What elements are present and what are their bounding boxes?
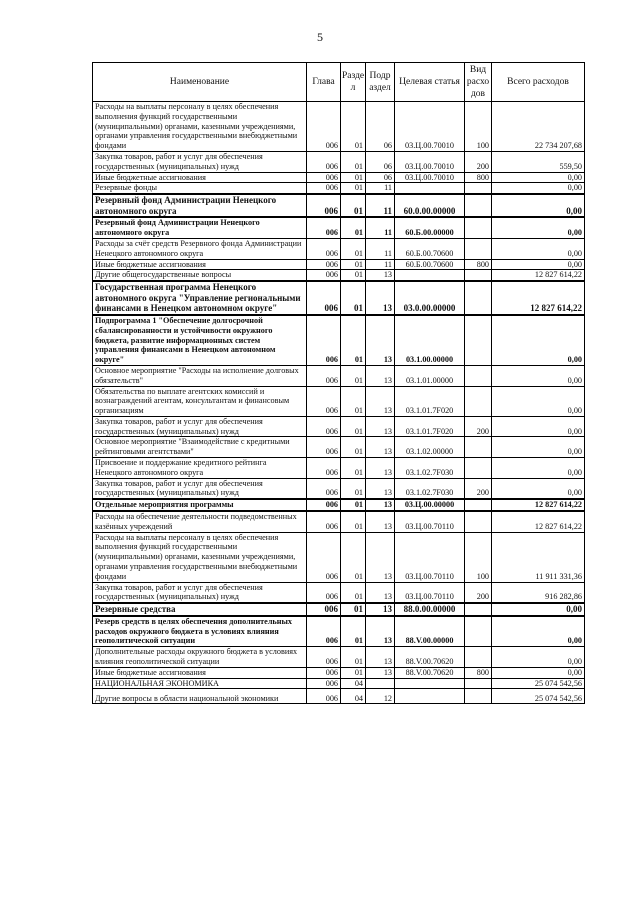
row-type [465, 689, 492, 704]
row-chapter: 006 [307, 416, 341, 437]
row-section: 01 [341, 281, 366, 315]
row-section: 01 [341, 582, 366, 603]
budget-table [92, 62, 585, 704]
row-name: Закупка товаров, работ и услуг для обеспечения государственных (муниципальных) нужд [93, 416, 307, 437]
row-name: Отдельные мероприятия программы [93, 499, 307, 511]
table-row [93, 183, 585, 194]
row-type [465, 437, 492, 458]
col-header-total: Всего расходов [492, 63, 585, 102]
row-chapter: 006 [307, 102, 341, 152]
table-row [93, 689, 585, 704]
row-total: 12 827 614,22 [492, 281, 585, 315]
row-target: 03.Ц.00.70010 [395, 151, 465, 172]
col-header-name: Наименование [93, 63, 307, 102]
row-name: Иные бюджетные ассигнования [93, 259, 307, 270]
row-type [465, 183, 492, 194]
row-target [395, 270, 465, 281]
col-header-section: Разде л [341, 63, 366, 102]
row-target: 60.Б.00.70600 [395, 238, 465, 259]
row-total: 0,00 [492, 386, 585, 416]
row-chapter: 006 [307, 511, 341, 532]
row-subsection: 13 [366, 603, 395, 616]
row-total: 0,00 [492, 238, 585, 259]
row-total: 0,00 [492, 478, 585, 499]
row-type: 200 [465, 151, 492, 172]
row-subsection: 13 [366, 270, 395, 281]
row-subsection: 11 [366, 259, 395, 270]
row-section: 01 [341, 458, 366, 479]
row-type [465, 238, 492, 259]
row-name: Другие общегосударственные вопросы [93, 270, 307, 281]
row-name: Закупка товаров, работ и услуг для обеспечения государственных (муниципальных) нужд [93, 582, 307, 603]
row-type [465, 194, 492, 217]
row-name: Иные бюджетные ассигнования [93, 667, 307, 678]
row-type: 200 [465, 478, 492, 499]
table-row [93, 603, 585, 616]
table-row [93, 151, 585, 172]
row-type: 800 [465, 172, 492, 183]
row-total: 0,00 [492, 647, 585, 668]
row-name: Расходы на обеспечение деятельности подведомственных казённых учреждений [93, 511, 307, 532]
row-type [465, 270, 492, 281]
row-target: 03.Ц.00.00000 [395, 499, 465, 511]
row-type [465, 511, 492, 532]
row-section: 04 [341, 678, 366, 689]
row-target: 60.0.00.00000 [395, 194, 465, 217]
row-total: 11 911 331,36 [492, 532, 585, 582]
row-total: 12 827 614,22 [492, 499, 585, 511]
row-subsection: 13 [366, 499, 395, 511]
row-type [465, 499, 492, 511]
row-chapter: 006 [307, 238, 341, 259]
row-chapter: 006 [307, 151, 341, 172]
row-target: 03.1.02.7F030 [395, 458, 465, 479]
row-type: 800 [465, 667, 492, 678]
row-subsection: 13 [366, 437, 395, 458]
table-row [93, 194, 585, 217]
row-target: 03.1.01.7F020 [395, 386, 465, 416]
row-subsection: 13 [366, 315, 395, 365]
row-subsection: 13 [366, 416, 395, 437]
row-type [465, 315, 492, 365]
table-row [93, 437, 585, 458]
row-section: 01 [341, 603, 366, 616]
row-section: 01 [341, 365, 366, 386]
row-name: Закупка товаров, работ и услуг для обеспечения государственных (муниципальных) нужд [93, 478, 307, 499]
table-header [93, 63, 585, 102]
table-row [93, 678, 585, 689]
row-name: Расходы на выплаты персоналу в целях обеспечения выполнения функций государственными (муниципальными) органами, казенными учреждениями, органами управления государственными внебюджетными фондами [93, 532, 307, 582]
table-row [93, 499, 585, 511]
row-name: Основное мероприятие "Взаимодействие с кредитными рейтинговыми агентствами" [93, 437, 307, 458]
row-target: 03.1.00.00000 [395, 315, 465, 365]
row-subsection: 12 [366, 689, 395, 704]
row-total: 25 074 542,56 [492, 678, 585, 689]
row-total: 0,00 [492, 667, 585, 678]
row-chapter: 006 [307, 259, 341, 270]
row-target: 03.1.01.00000 [395, 365, 465, 386]
row-chapter: 006 [307, 478, 341, 499]
row-chapter: 006 [307, 667, 341, 678]
row-chapter: 006 [307, 499, 341, 511]
table-row [93, 281, 585, 315]
table-row [93, 458, 585, 479]
row-name: Резерв средств в целях обеспечения дополнительных расходов окружного бюджета в условиях влияния геополитической ситуации [93, 616, 307, 647]
row-subsection: 13 [366, 667, 395, 678]
row-total: 0,00 [492, 416, 585, 437]
row-total: 0,00 [492, 603, 585, 616]
row-type [465, 281, 492, 315]
row-target: 03.Ц.00.70110 [395, 511, 465, 532]
row-subsection [366, 678, 395, 689]
row-type [465, 616, 492, 647]
row-target: 03.0.00.00000 [395, 281, 465, 315]
row-chapter: 006 [307, 270, 341, 281]
row-type: 200 [465, 582, 492, 603]
row-name: Расходы за счёт средств Резервного фонда Администрации Ненецкого автономного округа [93, 238, 307, 259]
row-section: 01 [341, 511, 366, 532]
table-row [93, 172, 585, 183]
row-target: 88.V.00.00000 [395, 616, 465, 647]
row-target: 88.V.00.70620 [395, 667, 465, 678]
row-chapter: 006 [307, 458, 341, 479]
row-section: 01 [341, 667, 366, 678]
row-subsection: 11 [366, 194, 395, 217]
page-number: 5 [317, 30, 323, 44]
row-subsection: 13 [366, 582, 395, 603]
row-total: 0,00 [492, 217, 585, 238]
table-row [93, 416, 585, 437]
table-row [93, 365, 585, 386]
row-name: Иные бюджетные ассигнования [93, 172, 307, 183]
row-name: Обязательства по выплате агентских комиссий и вознаграждений агентам, консультантам и финансовым организациям [93, 386, 307, 416]
row-type [465, 678, 492, 689]
row-type [465, 458, 492, 479]
row-name: Закупка товаров, работ и услуг для обеспечения государственных (муниципальных) нужд [93, 151, 307, 172]
row-section: 01 [341, 315, 366, 365]
table-row [93, 532, 585, 582]
table-row [93, 259, 585, 270]
row-target: 03.Ц.00.70110 [395, 532, 465, 582]
col-header-expense-type: Вид расхо дов [465, 63, 492, 102]
row-name: Резервные фонды [93, 183, 307, 194]
row-total: 0,00 [492, 183, 585, 194]
table-row [93, 647, 585, 668]
row-target: 60.Б.00.70600 [395, 259, 465, 270]
table-row [93, 616, 585, 647]
row-section: 01 [341, 478, 366, 499]
row-subsection: 06 [366, 102, 395, 152]
row-target [395, 183, 465, 194]
col-header-chapter: Глава [307, 63, 341, 102]
row-chapter: 006 [307, 281, 341, 315]
row-subsection: 13 [366, 386, 395, 416]
row-section: 04 [341, 689, 366, 704]
row-section: 01 [341, 437, 366, 458]
row-subsection: 11 [366, 238, 395, 259]
row-chapter: 006 [307, 183, 341, 194]
row-section: 01 [341, 270, 366, 281]
table-row [93, 217, 585, 238]
row-chapter: 006 [307, 678, 341, 689]
row-subsection: 11 [366, 217, 395, 238]
row-name: Расходы на выплаты персоналу в целях обеспечения выполнения функций государственными (муниципальными) органами, казенными учреждениями, органами управления государственными внебюджетными фондами [93, 102, 307, 152]
row-type: 200 [465, 416, 492, 437]
row-subsection: 06 [366, 151, 395, 172]
row-chapter: 006 [307, 582, 341, 603]
row-section: 01 [341, 499, 366, 511]
row-type: 100 [465, 102, 492, 152]
row-total: 22 734 207,68 [492, 102, 585, 152]
table-row [93, 582, 585, 603]
row-name: Резервный фонд Администрации Ненецкого автономного округа [93, 194, 307, 217]
row-subsection: 13 [366, 532, 395, 582]
row-target: 03.1.02.00000 [395, 437, 465, 458]
row-section: 01 [341, 102, 366, 152]
row-section: 01 [341, 386, 366, 416]
row-section: 01 [341, 194, 366, 217]
row-section: 01 [341, 616, 366, 647]
row-target: 88.0.00.00000 [395, 603, 465, 616]
row-section: 01 [341, 238, 366, 259]
row-name: Подпрограмма 1 "Обеспечение долгосрочной сбалансированности и устойчивости окружного бюджета, развитие информационных систем управления финансами в Ненецком автономном округе" [93, 315, 307, 365]
row-subsection: 13 [366, 365, 395, 386]
row-target: 03.1.02.7F030 [395, 478, 465, 499]
row-total: 0,00 [492, 259, 585, 270]
row-total: 0,00 [492, 365, 585, 386]
row-target: 03.Ц.00.70010 [395, 172, 465, 183]
row-total: 0,00 [492, 437, 585, 458]
row-section: 01 [341, 151, 366, 172]
row-name: Основное мероприятие "Расходы на исполнение долговых обязательств" [93, 365, 307, 386]
row-subsection: 13 [366, 478, 395, 499]
row-target: 88.V.00.70620 [395, 647, 465, 668]
row-total: 0,00 [492, 194, 585, 217]
row-name: НАЦИОНАЛЬНАЯ ЭКОНОМИКА [93, 678, 307, 689]
row-type: 100 [465, 532, 492, 582]
row-chapter: 006 [307, 689, 341, 704]
row-section: 01 [341, 416, 366, 437]
table-row [93, 386, 585, 416]
row-type [465, 386, 492, 416]
row-target: 03.Ц.00.70010 [395, 102, 465, 152]
row-total: 0,00 [492, 458, 585, 479]
row-total: 12 827 614,22 [492, 511, 585, 532]
row-total: 12 827 614,22 [492, 270, 585, 281]
row-type [465, 217, 492, 238]
row-subsection: 13 [366, 458, 395, 479]
row-target: 03.1.01.7F020 [395, 416, 465, 437]
row-target: 03.Ц.00.70110 [395, 582, 465, 603]
row-section: 01 [341, 217, 366, 238]
row-total: 916 282,86 [492, 582, 585, 603]
row-section: 01 [341, 647, 366, 668]
row-name: Дополнительные расходы окружного бюджета в условиях влияния геополитической ситуации [93, 647, 307, 668]
row-target: 60.Б.00.00000 [395, 217, 465, 238]
row-name: Резервный фонд Администрации Ненецкого автономного округа [93, 217, 307, 238]
row-name: Государственная программа Ненецкого автономного округа "Управление региональными финансами в Ненецком автономном округе" [93, 281, 307, 315]
col-header-target: Целевая статья [395, 63, 465, 102]
row-section: 01 [341, 183, 366, 194]
table-row [93, 238, 585, 259]
row-type [465, 365, 492, 386]
row-name: Резервные средства [93, 603, 307, 616]
row-chapter: 006 [307, 647, 341, 668]
row-subsection: 13 [366, 511, 395, 532]
row-chapter: 006 [307, 172, 341, 183]
row-section: 01 [341, 259, 366, 270]
row-subsection: 11 [366, 183, 395, 194]
table-row [93, 478, 585, 499]
row-chapter: 006 [307, 365, 341, 386]
table-row [93, 270, 585, 281]
row-subsection: 13 [366, 616, 395, 647]
row-subsection: 13 [366, 281, 395, 315]
table-row [93, 102, 585, 152]
row-chapter: 006 [307, 194, 341, 217]
row-type [465, 647, 492, 668]
row-chapter: 006 [307, 437, 341, 458]
row-chapter: 006 [307, 217, 341, 238]
row-chapter: 006 [307, 532, 341, 582]
table-row [93, 315, 585, 365]
row-type [465, 603, 492, 616]
row-total: 25 074 542,56 [492, 689, 585, 704]
table-row [93, 511, 585, 532]
row-section: 01 [341, 532, 366, 582]
table-row [93, 667, 585, 678]
row-total: 0,00 [492, 315, 585, 365]
row-subsection: 13 [366, 647, 395, 668]
col-header-subsection: Подр аздел [366, 63, 395, 102]
row-chapter: 006 [307, 386, 341, 416]
row-total: 559,50 [492, 151, 585, 172]
row-name: Другие вопросы в области национальной экономики [93, 689, 307, 704]
row-target [395, 678, 465, 689]
row-chapter: 006 [307, 616, 341, 647]
row-chapter: 006 [307, 315, 341, 365]
row-chapter: 006 [307, 603, 341, 616]
row-name: Присвоение и поддержание кредитного рейтинга Ненецкого автономного округа [93, 458, 307, 479]
row-subsection: 06 [366, 172, 395, 183]
row-total: 0,00 [492, 616, 585, 647]
row-type: 800 [465, 259, 492, 270]
row-section: 01 [341, 172, 366, 183]
row-target [395, 689, 465, 704]
row-total: 0,00 [492, 172, 585, 183]
